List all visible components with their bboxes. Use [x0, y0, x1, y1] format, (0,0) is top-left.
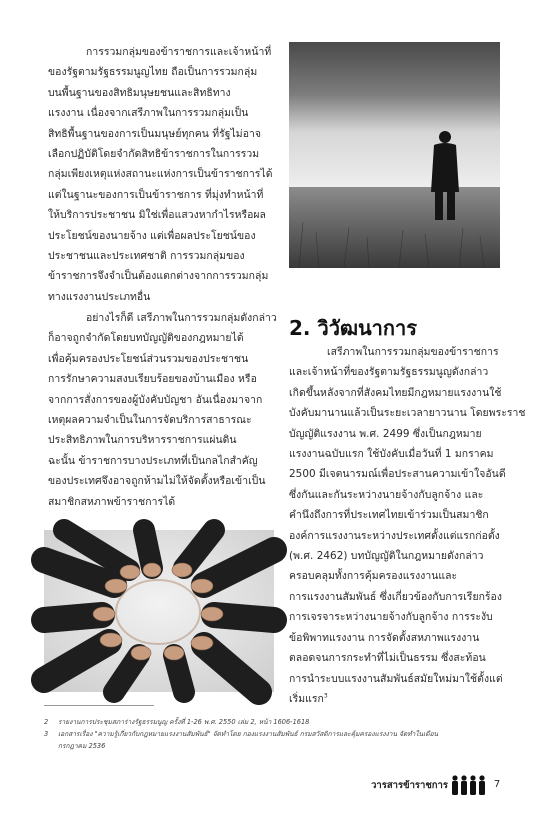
text-line: ของประเทศจึงอาจถูกห้ามไม่ให้จัดตั้งหรือเข้าเป็น: [48, 475, 266, 488]
text-line: แรงงาน เนื่องจากเสรีภาพในการรวมกลุ่มเป็น: [48, 107, 249, 120]
text-line: ก็อาจถูกจำกัดโดยบทบัญญัติของกฎหมายได้: [48, 332, 244, 345]
footnote-text: [58, 728, 438, 752]
hands-circle-photo: [44, 530, 274, 692]
text-line: ครอบคลุมทั้งการคุ้มครองแรงงานและ: [289, 570, 458, 583]
text-line: อย่างไรก็ดี เสรีภาพในการรวมกลุ่มดังกล่าว: [86, 312, 277, 324]
page-footer: [0, 774, 544, 798]
left-column-paragraph-2: [48, 308, 277, 512]
text-line: แรงงานฉบับแรก ใช้บังคับเมื่อวันที่ 1 มกราคม: [289, 448, 494, 461]
footnote-text: [58, 716, 309, 728]
footnote: [44, 728, 504, 752]
text-line: (พ.ศ. 2462) บทบัญญัติในกฎหมายดังกล่าว: [289, 550, 484, 563]
journal-name: วารสารข้าราชการ: [371, 780, 448, 791]
hands-circle-illustration: [44, 530, 274, 692]
text-line: การแรงงานสัมพันธ์ ซึ่งเกี่ยวข้องกับการเรียกร้อง: [289, 590, 502, 603]
text-line: ประชาชนและประเทศชาติ การรวมกลุ่มของ: [48, 250, 245, 263]
paragraph: [48, 42, 274, 307]
footnotes: [44, 716, 504, 752]
footnote-divider: [44, 705, 154, 706]
text-line: ฉะนั้น ข้าราชการบางประเภทที่เป็นกลไกสำคัญ: [48, 454, 258, 467]
footnote-number: 2: [44, 718, 49, 726]
right-column-paragraph: [289, 342, 526, 709]
man-in-field-photo: [289, 42, 500, 268]
text-line: ประโยชน์ของนายจ้าง แต่เพื่อผลประโยชน์ของ: [48, 229, 256, 242]
text-line: คำนึงถึงการที่ประเทศไทยเข้าร่วมเป็นสมาชิก: [289, 509, 489, 522]
footnote-number: 3: [44, 730, 49, 738]
text-line: บนพื้นฐานของสิทธิมนุษยชนและสิทธิทาง: [48, 86, 231, 99]
text-line: เพื่อคุ้มครองประโยชน์ส่วนรวมของประชาชน: [48, 352, 249, 365]
footnote-line: เอกสารเรื่อง "ความรู้เกี่ยวกับกฎหมายแรงงานสัมพันธ์" จัดทำโดย กองแรงงานสัมพันธ์ กรมสวัสดิการและคุ้มครองแรงงาน จัดทำในเดือน: [58, 730, 439, 738]
text-line: จากการสั่งการของผู้บังคับบัญชา อันเนื่องมาจาก: [48, 393, 263, 406]
text-line: ของรัฐตามรัฐธรรมนูญไทย ถือเป็นการรวมกลุ่ม: [48, 66, 258, 79]
section-title: 2. วิวัฒนาการ: [289, 316, 417, 340]
text-line: [289, 689, 501, 709]
text-line: เกิดขึ้นหลังจากที่สังคมไทยมีกฎหมายแรงงานใช้: [289, 386, 502, 399]
text-line: สิทธิพื้นฐานของการเป็นมนุษย์ทุกคน ที่รัฐไม่อาจ: [48, 127, 262, 140]
text-line: กลุ่มเพียงเหตุแห่งสถานะแห่งการเป็นข้าราชการได้: [48, 168, 273, 181]
text-line: ทางแรงงานประเภทอื่น: [48, 290, 151, 303]
footnote-line: กรกฎาคม 2536: [58, 742, 106, 750]
text-line: ประสิทธิภาพในการบริหารราชการแผ่นดิน: [48, 434, 237, 447]
paragraph: [48, 308, 277, 512]
text-line: การรักษาความสงบเรียบร้อยของบ้านเมือง หรือ: [48, 373, 257, 386]
text-line: เหตุผลความจำเป็นในการจัดบริการสาธารณะ: [48, 414, 252, 427]
text-line-content: เริ่มแรก: [289, 692, 324, 705]
text-line: ข้าราชการจึงจำเป็นต้องแตกต่างจากการรวมกลุ่ม: [48, 270, 269, 283]
text-line: สมาชิกสหภาพข้าราชการได้: [48, 495, 176, 508]
paragraph: [289, 342, 526, 709]
text-line: ซึ่งกันและกันระหว่างนายจ้างกับลูกจ้าง และ: [289, 488, 484, 501]
text-line: แต่ในฐานะของการเป็นข้าราชการ ที่มุ่งทำหน้าที่: [48, 188, 264, 201]
text-line: 2500 มีเจตนารมณ์เพื่อประสานความเข้าใจอันดี: [289, 468, 506, 481]
footnote-line: รายงานการประชุมสภาร่างรัฐธรรมนูญ ครั้งที่ 1-26 พ.ศ. 2550 เล่ม 2, หน้า 1606-1618: [58, 718, 310, 726]
page-number: 7: [493, 779, 501, 790]
left-column-paragraph-1: [48, 42, 274, 307]
text-line: ให้บริการประชาชน มิใช่เพื่อแสวงหากำไรหรือผล: [48, 209, 266, 222]
text-line: บังคับมานานแล้วเป็นระยะเวลายาวนาน โดยพระราช: [289, 407, 526, 420]
footnote: [44, 716, 504, 728]
text-line: เสรีภาพในการรวมกลุ่มของข้าราชการ: [327, 346, 499, 358]
field-illustration: [289, 42, 500, 268]
text-line: การรวมกลุ่มของข้าราชการและเจ้าหน้าที่: [86, 46, 272, 58]
text-line: เลือกปฏิบัติโดยจำกัดสิทธิข้าราชการในการรวม: [48, 148, 260, 161]
text-line: การเจรจาระหว่างนายจ้างกับลูกจ้าง การระงับ: [289, 611, 493, 624]
footnote-marker[interactable]: 3: [323, 692, 328, 700]
text-line: ตลอดจนการกระทำที่ไม่เป็นธรรม ซึ่งสะท้อน: [289, 652, 486, 665]
text-line: การนำระบบแรงงานสัมพันธ์สมัยใหม่มาใช้ตั้งแต่: [289, 672, 503, 685]
text-line: และเจ้าหน้าที่ของรัฐตามรัฐธรรมนูญดังกล่าว: [289, 366, 489, 379]
text-line: บัญญัติแรงงาน พ.ศ. 2499 ซึ่งเป็นกฎหมาย: [289, 427, 482, 440]
text-line: องค์การแรงงานระหว่างประเทศตั้งแต่แรกก่อตั้ง: [289, 529, 500, 542]
text-line: ข้อพิพาทแรงงาน การจัดตั้งสหภาพแรงงาน: [289, 631, 480, 644]
